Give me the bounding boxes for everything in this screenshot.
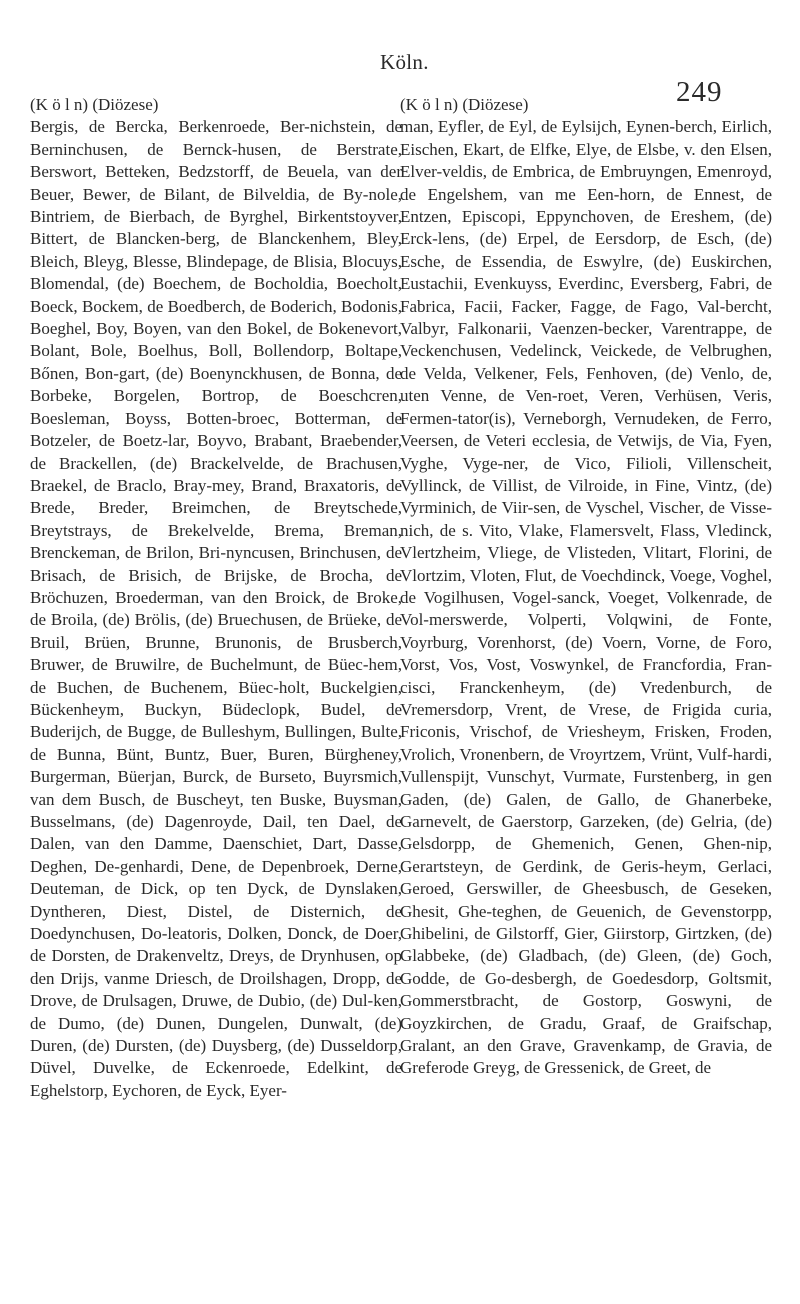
- right-column: [400, 94, 772, 1080]
- column-text: Bergis, de Bercka, Berkenroede, Ber-nichstein, de Berninchusen, de Bernck-husen, de Berstrate, Berswort, Betteken, Bedzstorff, de Beuela, van der Beuer, Bewer, de Bilant, de Bilveldia, de By-nole, Bintriem, de Bierbach, de Byrghel, Birkentstoyver, Bittert, de Blancken-berg, de Blanckenhem, Bley, Bleich, Bleyg, Blesse, Blindepage, de Blisia, Blocuys, Blomendal, (de) Boechem, de Bocholdia, Boecholt, Boeck, Bockem, de Boedberch, de Boderich, Bodonis, Boeghel, Boy, Boyen, van den Bokel, de Bokenevort, Bolant, Bole, Boelhus, Boll, Bollendorp, Boltape, Bőnen, Bon-gart, (de) Boenynckhusen, de Bonna, de Borbeke, Borgelen, Bortrop, de Boeschcren, Boesleman, Boyss, Botten-broec, Botterman, de Botzeler, de Boetz-lar, Boyvo, Brabant, Braebender, de Brackellen, (de) Brackelvelde, de Brachusen, Braekel, de Braclo, Bray-mey, Brand, Braxatoris, de Brede, Breder, Breimchen, de Breytschede, Breytstrays, de Brekelvelde, Brema, Breman, Brenckeman, de Brilon, Bri-nyncusen, Brinchusen, de Brisach, de Brisich, de Brijske, de Brocha, de Bröchuzen, Broederman, van den Broick, de Broke, de Broila, (de) Brölis, (de) Bruechusen, de Brüeke, de Bruil, Brüen, Brunne, Brunonis, de Brusberch, Bruwer, de Bruwilre, de Buchelmunt, de Büec-hem, de Buchen, de Buchenem, Büec-holt, Buckelgien, Bückenheym, Buckyn, Büdeclopk, Budel, de Buderijch, de Bugge, de Bulleshym, Bullingen, Bulte, de Bunna, Bünt, Buntz, Buer, Buren, Bürgheney, Burgerman, Büerjan, Burck, de Burseto, Buyrsmich, van dem Busch, de Buscheyt, ten Buske, Buysman, Busselmans, (de) Dagenroyde, Dail, ten Dael, de Dalen, van den Damme, Daenschiet, Dart, Dasse, Deghen, De-genhardi, Dene, de Depenbroek, Derne, Deuteman, de Dick, op ten Dyck, de Dynslaken, Dyntheren, Diest, Distel, de Disternich, de Doedynchusen, Do-leatoris, Dolken, Donck, de Doer, de Dorsten, de Drakenveltz, Dreys, de Drynhusen, op den Drijs, vanme Driesch, de Droilshagen, Dropp, de Drove, de Drulsagen, Druwe, de Dubio, (de) Dul-ken, de Dumo, (de) Dunen, Dungelen, Dunwalt, (de) Duren, (de) Dursten, (de) Duysberg, (de) Dusseldorp, Düvel, Duvelke, de Eckenroede, Edelkint, de Eghelstorp, Eychoren, de Eyck, Eyer-: [30, 117, 402, 1100]
- column-text: man, Eyfler, de Eyl, de Eylsijch, Eynen-berch, Eirlich, Eischen, Ekart, de Elfke, Elye, de Elsbe, v. den Elsen, Elver-veldis, de Embrica, de Embruyngen, Emenroyd, de Engelshem, van me Een-horn, de Ennest, de Entzen, Episcopi, Eppynchoven, de Ereshem, (de) Erck-lens, (de) Erpel, de Eersdorp, de Esch, (de) Esche, de Essendia, de Eswylre, (de) Euskirchen, Eustachii, Evenkuyss, Everdinc, Eversberg, Fabri, de Fabrica, Facii, Facker, Fagge, de Fago, Val-bercht, Valbyr, Falkonarii, Vaenzen-becker, Varentrappe, de Veckenchusen, Vedelinck, Veickede, de Velbrughen, de Velda, Velkener, Fels, Fenhoven, (de) Venlo, de, uten Venne, de Ven-roet, Veren, Verhüsen, Veris, Fermen-tator(is), Verneborgh, Vernudeken, de Ferro, Veersen, de Veteri ecclesia, de Vetwijs, de Via, Fyen, Vyghe, Vyge-ner, de Vico, Filioli, Villenscheit, Vyllinck, de Villist, de Vilroide, in Fine, Vintz, (de) Vyrminich, de Viir-sen, de Vyschel, Vischer, de Visse-nich, de s. Vito, Vlake, Flamersvelt, Flass, Vledinck, Vlertzheim, Vliege, de Vlisteden, Vlitart, Florini, de Vlortzim, Vloten, Flut, de Voechdinck, Voege, Voghel, de Vogilhusen, Vogel-sanck, Voeget, Volkenrade, de Vol-merswerde, Volperti, Volqwini, de Fonte, Voyrburg, Vorenhorst, (de) Voern, Vorne, de Foro, Vorst, Vos, Vost, Voswynkel, de Francfordia, Fran-cisci, Franckenheym, (de) Vredenburch, de Vremersdorp, Vrent, de Vrese, de Frigida curia, Friconis, Vrischof, de Vriesheym, Frisken, Froden, Vrolich, Vronenbern, de Vroyrtzem, Vrünt, Vulf-hardi, Vullenspijt, Vunschyt, Vurmate, Furstenberg, in gen Gaden, (de) Galen, de Gallo, de Ghanerbeke, Garnevelt, de Gaerstorp, Garzeken, (de) Gelria, (de) Gelsdorpp, de Ghemenich, Genen, Ghen-nip, Gerartsteyn, de Gerdink, de Geris-heym, Gerlaci, Geroed, Gerswiller, de Gheesbusch, de Geseken, Ghesit, Ghe-teghen, de Geuenich, de Gevenstorpp, Ghibelini, de Gilstorff, Gier, Giirstorp, Girtzken, (de) Glabbeke, (de) Gladbach, (de) Gleen, (de) Goch, Godde, de Go-desbergh, de Goedesdorp, Goltsmit, Gommerstbracht, de Gostorp, Goswyni, de Goyzkirchen, de Gradu, Graaf, de Graifschap, Gralant, an den Grave, Gravenkamp, de Gravia, de Greferode Greyg, de Gressenick, de Greet, de: [400, 117, 772, 1078]
- left-column: [30, 94, 402, 1102]
- column-heading: (K ö l n) (Diözese): [400, 95, 529, 114]
- page-number: 249: [676, 76, 723, 108]
- column-heading: (K ö l n) (Diözese): [30, 95, 159, 114]
- running-head: Köln.: [380, 50, 429, 74]
